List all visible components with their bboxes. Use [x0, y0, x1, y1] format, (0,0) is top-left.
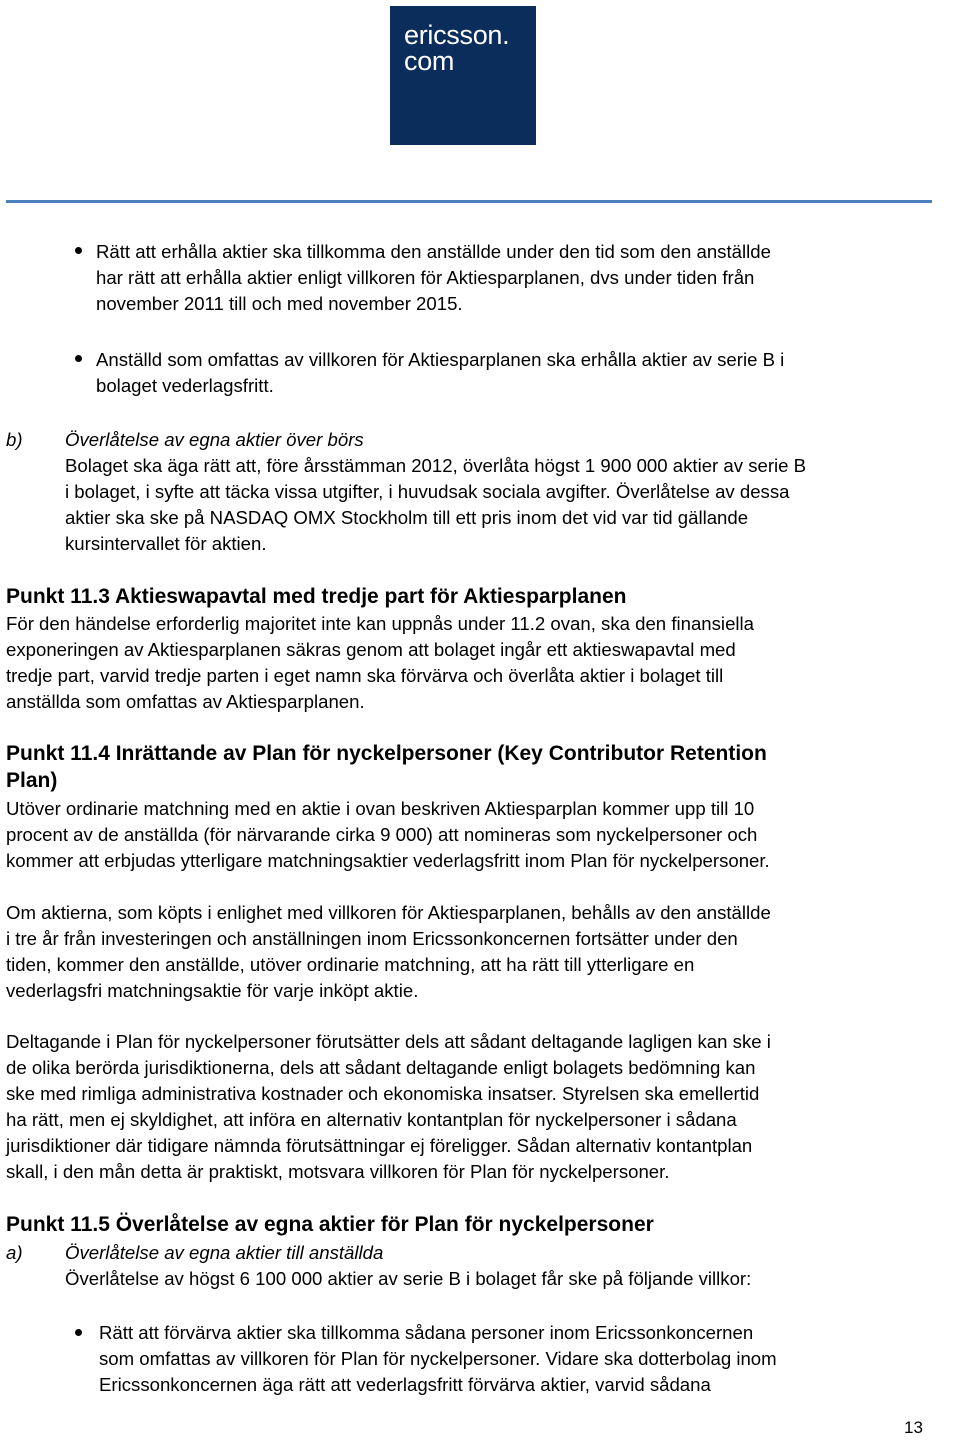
- text-line: För den händelse erforderlig majoritet inte kan uppnås under 11.2 ovan, ska den finansiella: [6, 613, 755, 634]
- text-line: som omfattas av villkoren för Plan för nyckelpersoner. Vidare ska dotterbolag inom: [99, 1348, 777, 1369]
- text-line: skall, i den mån detta är praktiskt, motsvara villkoren för Plan för nyckelpersoner.: [6, 1161, 670, 1182]
- ericsson-logo: [390, 6, 536, 145]
- subheading: Överlåtelse av egna aktier till anställda: [65, 1242, 384, 1263]
- section-label-b: b): [6, 429, 23, 450]
- text-line: kommer att erbjudas ytterligare matchningsaktier vederlagsfritt inom Plan för nyckelpersoner.: [6, 850, 770, 871]
- text-line: exponeringen av Aktiesparplanen säkras genom att bolaget ingår ett aktieswapavtal med: [6, 639, 736, 660]
- text-line: Rätt att erhålla aktier ska tillkomma den anställde under den tid som den anställde: [96, 241, 771, 262]
- text-line: anställda som omfattas av Aktiesparplanen.: [6, 691, 365, 712]
- text-line: tiden, kommer den anställde, utöver ordinarie matchning, att ha rätt till ytterligare en: [6, 954, 695, 975]
- text-line: Om aktierna, som köpts i enlighet med villkoren för Aktiesparplanen, behålls av den anställde: [6, 902, 771, 923]
- text-line: de olika berörda jurisdiktionerna, dels att sådant deltagande enligt bolagets bedömning kan: [6, 1057, 756, 1078]
- text-line: kursintervallet för aktien.: [65, 533, 267, 554]
- text-line: Utöver ordinarie matchning med en aktie i ovan beskriven Aktiesparplan kommer upp till 10: [6, 798, 755, 819]
- text-line: Ericssonkoncernen äga rätt att vederlagsfritt förvärva aktier, varvid sådana: [99, 1374, 711, 1395]
- logo-line-1: ericsson.: [404, 20, 510, 50]
- text-line: Rätt att förvärva aktier ska tillkomma sådana personer inom Ericssonkoncernen: [99, 1322, 754, 1343]
- text-line: vederlagsfri matchningsaktie för varje inköpt aktie.: [6, 980, 419, 1001]
- text-line: november 2011 till och med november 2015.: [96, 293, 463, 314]
- text-line: ha rätt, men ej skyldighet, att införa en alternativ kontantplan för nyckelpersoner i sådana: [6, 1109, 737, 1130]
- logo-line-2: com: [404, 46, 455, 76]
- text-line: Överlåtelse av högst 6 100 000 aktier av serie B i bolaget får ske på följande villkor:: [65, 1268, 752, 1289]
- text-line: ske med rimliga administrativa kostnader och ekonomiska insatser. Styrelsen ska emellertid: [6, 1083, 760, 1104]
- text-line: tredje part, varvid tredje parten i eget namn ska förvärva och överlåta aktier i bolaget till: [6, 665, 724, 686]
- section-heading: Punkt 11.4 Inrättande av Plan för nyckelpersoner (Key Contributor Retention: [6, 742, 767, 765]
- text-line: i bolaget, i syfte att täcka vissa utgifter, i huvudsak sociala avgifter. Överlåtelse av dessa: [65, 481, 790, 502]
- text-line: jurisdiktioner där tidigare nämnda förutsättningar ej föreligger. Sådan alternativ kontantplan: [6, 1135, 753, 1156]
- text-line: Bolaget ska äga rätt att, före årsstämman 2012, överlåta högst 1 900 000 aktier av serie B: [65, 455, 807, 476]
- text-line: i tre år från investeringen och anställningen inom Ericssonkoncernen fortsätter under den: [6, 928, 738, 949]
- header-rule: [6, 200, 932, 203]
- section-heading: Plan): [6, 769, 58, 792]
- section-heading: Punkt 11.3 Aktieswapavtal med tredje part för Aktiesparplanen: [6, 585, 627, 608]
- bullet-icon: [75, 1329, 82, 1336]
- section-label-a: a): [6, 1242, 23, 1263]
- text-line: Anställd som omfattas av villkoren för Aktiesparplanen ska erhålla aktier av serie B i: [96, 349, 785, 370]
- bullet-icon: [75, 355, 82, 362]
- text-line: har rätt att erhålla aktier enligt villkoren för Aktiesparplanen, dvs under tiden från: [96, 267, 755, 288]
- text-line: aktier ska ske på NASDAQ OMX Stockholm till ett pris inom det vid var tid gällande: [65, 507, 749, 528]
- section-heading: Punkt 11.5 Överlåtelse av egna aktier för Plan för nyckelpersoner: [6, 1213, 654, 1236]
- text-line: Deltagande i Plan för nyckelpersoner förutsätter dels att sådant deltagande lagligen kan ske i: [6, 1031, 771, 1052]
- text-line: procent av de anställda (för närvarande cirka 9 000) att nomineras som nyckelpersoner och: [6, 824, 758, 845]
- page-number: 13: [904, 1418, 923, 1437]
- bullet-icon: [75, 247, 82, 254]
- text-line: bolaget vederlagsfritt.: [96, 375, 274, 396]
- subheading: Överlåtelse av egna aktier över börs: [65, 429, 364, 450]
